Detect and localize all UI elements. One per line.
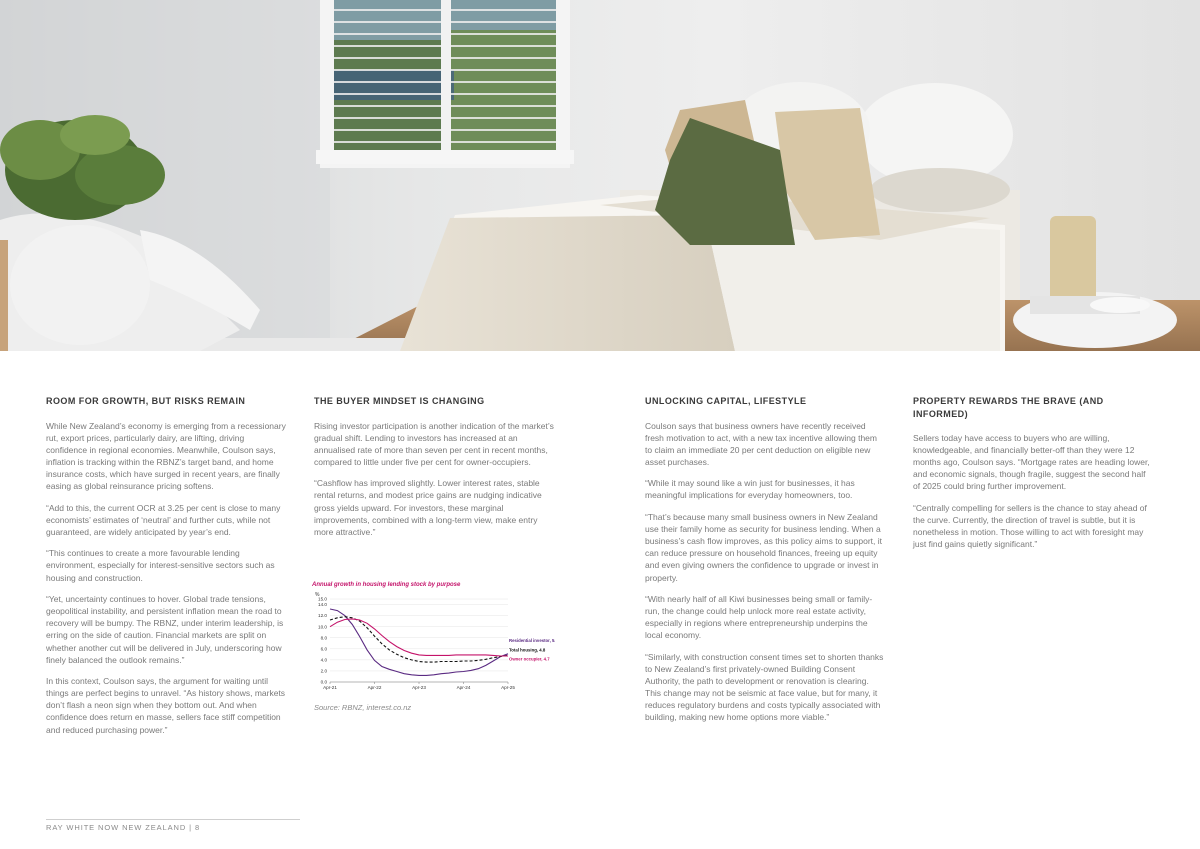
x-tick-label: Apr-22 [367, 685, 382, 690]
paragraph: “Yet, uncertainty continues to hover. Global trade tensions, geopolitical instability, and persistent inflation mean the road to recovery will be bumpy. The RBNZ, under interim leadership, is erring on the side of caution. Financial markets are split on whether another cut will be delivered in July, underscoring how finely balanced the outlook remains.” [46, 594, 284, 665]
section-heading: ROOM FOR GROWTH, BUT RISKS REMAIN [46, 396, 246, 406]
paragraph: In this context, Coulson says, the argument for waiting until things are perfect begins to unravel. “As history shows, markets don’t flash a neon sign when they bottom out. And when confidence does return en masse, sellers face stiff competition and reduced purchasing power.” [46, 676, 286, 735]
paragraph: “Add to this, the current OCR at 3.25 per cent is close to many economists’ estimates of ‘neutral’ and further cuts, while not guaranteed, are widely anticipated by year’s end. [46, 502, 281, 537]
y-tick-label: 6.0 [320, 646, 327, 652]
paragraph: “With nearly half of all Kiwi businesses being small or family-run, the change could help unlock more real estate activity, especially in regions where entrepreneurship underpins the local economy. [645, 594, 873, 641]
series-end-label: Total housing, 4.8 [509, 647, 546, 653]
paragraph: Coulson says that business owners have recently received fresh motivation to act, with a new tax incentive allowing them to claim an immediate 20 per cent deduction on eligible new asset purchases. [645, 420, 877, 467]
paragraph: “Similarly, with construction consent times set to shorten thanks to New Zealand’s first privately-owned Building Consent Authority, the path to development or renovation is clearing. This change may not be seismic at face value, but for many, it reduces regulatory burdens and costs typically associated with building, making new home options more viable.” [645, 652, 884, 723]
article-column-3 [645, 395, 885, 733]
article-column-1 [46, 395, 286, 745]
x-tick-label: Apr-25 [501, 685, 515, 690]
y-tick-label: 15.0 [318, 596, 327, 602]
lending-growth-chart [310, 582, 555, 692]
article-column-2 [314, 395, 554, 547]
paragraph: Sellers today have access to buyers who are willing, knowledgeable, and financially better-off than they were 12 months ago, Coulson says. “Mortgage rates are heading lower, and economic signals, though fragile, suggest the second half of 2025 could bring further improvement. [913, 433, 1150, 492]
y-tick-label: 0.0 [320, 679, 327, 685]
series-end-label: Owner occupier, 4.7 [509, 656, 550, 662]
y-axis-label: % [315, 592, 320, 598]
series-line-residential-investor [330, 609, 508, 675]
hero-bedroom-photo [0, 0, 1200, 351]
paragraph: “While it may sound like a win just for businesses, it has meaningful implications for everyday homeowners, too. [645, 478, 855, 501]
y-tick-label: 4.0 [320, 657, 327, 663]
bedroom-illustration [0, 0, 1200, 351]
x-tick-label: Apr-21 [323, 685, 337, 690]
y-tick-label: 10.0 [318, 624, 327, 630]
article-column-4 [913, 395, 1153, 560]
y-tick-label: 14.0 [318, 602, 327, 608]
x-tick-label: Apr-24 [456, 685, 471, 690]
paragraph: While New Zealand’s economy is emerging from a recessionary rut, export prices, particularly dairy, are lifting, driving confidence in regional economies. Meanwhile, Coulson says, inflation is tracking within the RBNZ’s target band, and home insurance costs, which have surged in recent years, are finally easing as global reinsurance pricing softens. [46, 420, 286, 491]
section-heading: THE BUYER MINDSET IS CHANGING [314, 396, 485, 406]
page-footer: RAY WHITE NOW NEW ZEALAND | 8 [46, 823, 201, 832]
y-tick-label: 12.0 [318, 613, 327, 619]
paragraph: Rising investor participation is another indication of the market’s gradual shift. Lending to investors has increased at an annualised rate of more than seven per cent in recent months, compared to little under five per cent for owner-occupiers. [314, 420, 554, 467]
series-line-owner-occupier [330, 619, 508, 656]
y-tick-label: 2.0 [320, 668, 327, 674]
paragraph: “Cashflow has improved slightly. Lower interest rates, stable rental returns, and modest price gains are nudging indicative gross yields upward. For investors, these marginal improvements, combined with a long-term view, make entry more attractive.” [314, 478, 542, 537]
chart-source: Source: RBNZ, interest.co.nz [314, 703, 412, 712]
chart-title: Annual growth in housing lending stock by purpose [312, 582, 461, 588]
series-end-label: Residential investor, 5.1 [509, 638, 555, 644]
chart-canvas [310, 582, 555, 690]
paragraph: “That’s because many small business owners in New Zealand use their family home as security for business lending. When a business’s cash flow improves, as this policy aims to support, it can reduce pressure on household finances, freeing up equity and even giving owners the confidence to upgrade or invest in property. [645, 512, 882, 583]
footer-divider [46, 819, 300, 820]
paragraph: “This continues to create a more favourable lending environment, especially for interest-sensitive sectors such as housing and construction. [46, 548, 275, 583]
paragraph: “Centrally compelling for sellers is the chance to stay ahead of the curve. Currently, the direction of travel is subtle, but it is nonetheless in motion. Those willing to act with foresight may just find gains quietly significant.” [913, 502, 1147, 550]
section-heading: UNLOCKING CAPITAL, LIFESTYLE [645, 396, 807, 406]
y-tick-label: 8.0 [320, 635, 327, 641]
section-heading: PROPERTY REWARDS THE BRAVE (AND INFORMED) [913, 396, 1104, 419]
x-tick-label: Apr-23 [412, 685, 426, 690]
